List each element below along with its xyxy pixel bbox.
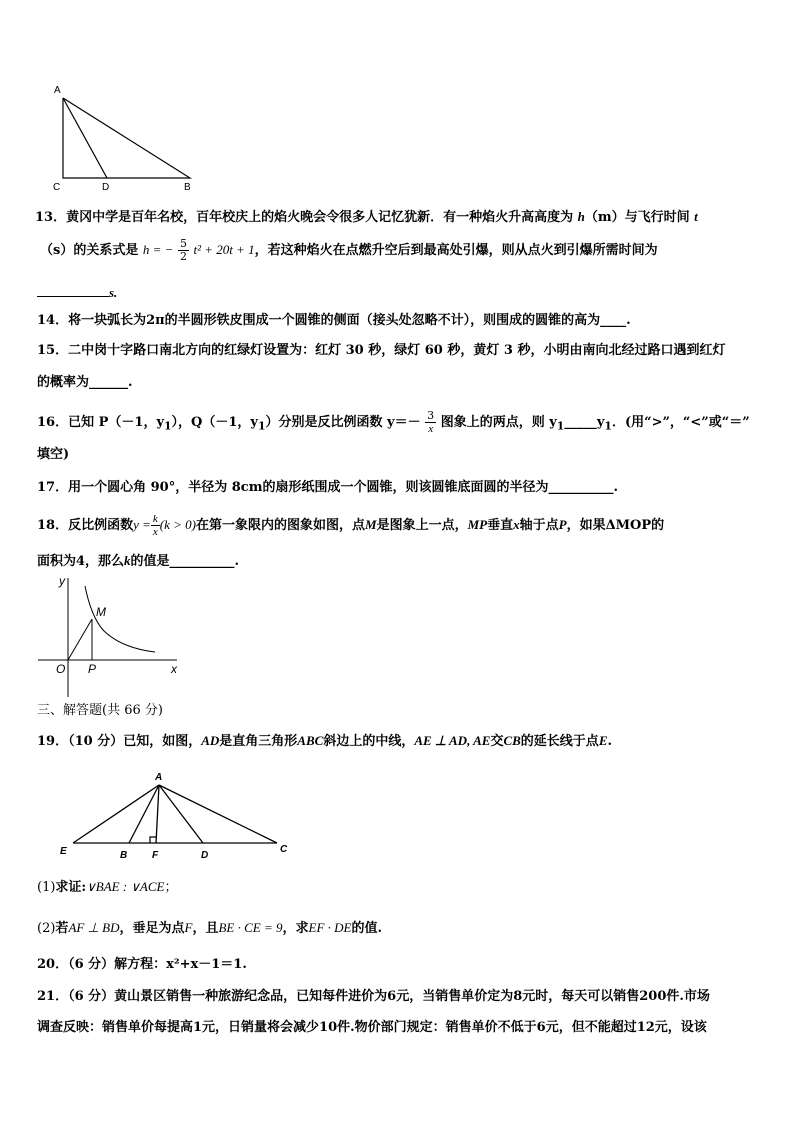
q13-fraction bbox=[178, 238, 189, 263]
q18-text2a: 面积为4，那么 bbox=[37, 554, 125, 569]
q19-abc: ABC bbox=[297, 733, 324, 748]
q14-text: 14．将一块弧长为2π的半圆形铁皮围成一个圆锥的侧面（接头处忽略不计），则围成的圆锥的高为____. bbox=[37, 313, 631, 328]
q13-eq-post: t² + 20t + 1 bbox=[193, 242, 255, 257]
q19-part1-text: 求证: bbox=[55, 880, 87, 895]
right-angle-mark bbox=[150, 837, 156, 843]
q18-part-d: 垂直 bbox=[487, 518, 514, 533]
q19-part2 bbox=[37, 919, 382, 938]
label-c: C bbox=[280, 844, 288, 855]
q19-text bbox=[37, 732, 612, 751]
q18-eq: y = bbox=[133, 517, 151, 532]
q21-line1: 21．（6 分）黄山景区销售一种旅游纪念品，已知每件进价为6元，当销售单价定为8元时，每天可以销售200件.市场 bbox=[37, 989, 710, 1004]
q13-line2 bbox=[40, 238, 658, 263]
label-c: C bbox=[53, 182, 61, 193]
q19-part1-expr: ∨BAE : ∨ACE bbox=[86, 879, 165, 894]
q18-frac-den: x bbox=[152, 526, 158, 538]
q19-cb: CB bbox=[503, 733, 521, 748]
q18-k: k bbox=[124, 553, 131, 568]
q18-part-f: ，如果ΔMOP的 bbox=[566, 518, 665, 533]
q19-part1 bbox=[37, 878, 178, 897]
label-b: B bbox=[184, 182, 191, 193]
q19-part-e: 的延长线于点 bbox=[520, 734, 599, 749]
q13-t: t bbox=[694, 209, 698, 224]
q13-h: h bbox=[577, 209, 585, 224]
label-f: F bbox=[152, 850, 159, 861]
q13-unit: s. bbox=[109, 285, 118, 300]
q18-part-c: 是图象上一点， bbox=[376, 518, 468, 533]
label-a: A bbox=[155, 772, 163, 783]
q18-mp: MP bbox=[467, 517, 488, 532]
q16-sub-1: 1 bbox=[164, 419, 172, 433]
segment-om bbox=[68, 619, 92, 660]
q19-part2-cond1: AF ⊥ BD bbox=[68, 920, 120, 935]
q16-part-f: ．(用“>”，“<”或“＝” bbox=[611, 415, 750, 430]
q18-line2 bbox=[37, 552, 239, 571]
label-m: M bbox=[96, 605, 106, 619]
q13-text1: 黄冈中学是百年名校，百年校庆上的焰火晚会令很多人记忆犹新．有一种焰火升高高度为 bbox=[66, 210, 574, 225]
triangle-abc bbox=[63, 98, 190, 178]
q18-part-e: 轴于点 bbox=[519, 518, 559, 533]
q13-text1b: （m）与飞行时间 bbox=[584, 210, 690, 225]
label-y: y bbox=[59, 574, 65, 588]
q19-part2-a: 若 bbox=[55, 921, 69, 936]
q15-line1: 15．二中岗十字路口南北方向的红绿灯设置为：红灯 30 秒，绿灯 60 秒，黄灯 3 秒，小明由南向北经过路口遇到红灯 bbox=[37, 343, 726, 358]
q16-part-a: 16．已知 P（－1，y bbox=[37, 415, 164, 430]
q13-number: 13． bbox=[35, 210, 67, 225]
q19-part1-end: ； bbox=[164, 880, 178, 895]
q19-part2-d: ，求 bbox=[282, 921, 309, 936]
q19-part2-f: F bbox=[184, 920, 193, 935]
q13-eq-pre: h = − bbox=[142, 242, 174, 257]
label-d: D bbox=[102, 182, 110, 193]
segment-ad bbox=[159, 785, 203, 843]
q18-part-b: 在第一象限内的图象如图，点 bbox=[195, 518, 365, 533]
q18-cond: (k > 0) bbox=[159, 517, 196, 532]
q19-part-f: . bbox=[607, 734, 613, 749]
label-x: x bbox=[171, 662, 177, 676]
q15-line2: 的概率为______. bbox=[37, 375, 133, 390]
segment-ab bbox=[129, 785, 159, 843]
q16-sub-3: 1 bbox=[556, 419, 565, 433]
q19-part-c: 斜边上的中线， bbox=[323, 734, 415, 749]
section-3-title: 三、解答题(共 66 分) bbox=[37, 703, 163, 718]
q16-line2: 填空) bbox=[37, 447, 70, 462]
q18-text2b: 的值是__________. bbox=[130, 554, 240, 569]
q19-part2-b: ，垂足为点 bbox=[119, 921, 185, 936]
q19-ad: AD bbox=[201, 733, 220, 748]
q16-frac-num: 3 bbox=[427, 409, 435, 422]
hyperbola-curve bbox=[85, 586, 155, 652]
q16-frac-den: x bbox=[428, 423, 434, 435]
q19-e: E bbox=[598, 733, 608, 748]
q13-text2b: ，若这种焰火在点燃升空后到最高处引爆，则从点火到引爆所需时间为 bbox=[254, 243, 658, 258]
q19-part1-number: (1) bbox=[37, 880, 56, 895]
q19-cond: AE ⊥ AD, AE bbox=[414, 733, 491, 748]
q16-part-d: 图象上的两点，则 y bbox=[440, 415, 557, 430]
q13-frac-num: 5 bbox=[179, 237, 187, 250]
q13-text2a: （s）的关系式是 bbox=[40, 243, 139, 258]
label-b: B bbox=[120, 850, 128, 861]
label-d: D bbox=[201, 850, 209, 861]
q19-part2-c: ，且 bbox=[192, 921, 219, 936]
q19-figure bbox=[55, 768, 305, 863]
segment-ad bbox=[63, 98, 107, 178]
q18-fraction bbox=[151, 513, 160, 538]
q18-part-a: 18．反比例函数 bbox=[37, 518, 134, 533]
q18-m: M bbox=[365, 517, 377, 532]
q16-part-c: ）分别是反比例函数 y＝－ bbox=[265, 415, 421, 430]
label-e: E bbox=[60, 846, 67, 857]
q16-sub-2: 1 bbox=[257, 419, 266, 433]
q13-answer-blank[interactable] bbox=[37, 282, 109, 297]
q16-line1 bbox=[37, 410, 750, 436]
label-a: A bbox=[54, 85, 61, 96]
q13-line1 bbox=[35, 208, 698, 227]
q20-text: 20．（6 分）解方程：x²+x－1＝1. bbox=[37, 957, 247, 972]
q19-part2-number: (2) bbox=[37, 921, 56, 936]
segment-af bbox=[156, 785, 159, 843]
q19-part2-expr: EF · DE bbox=[308, 920, 352, 935]
q13-line3 bbox=[37, 282, 117, 303]
q16-sub-4: 1 bbox=[604, 419, 612, 433]
q19-part-b: 是直角三角形 bbox=[219, 734, 298, 749]
segment-ae bbox=[73, 785, 159, 843]
triangle-figure bbox=[45, 80, 205, 195]
q21-line2: 调查反映：销售单价每提高1元，日销量将会减少10件.物价部门规定：销售单价不低于6元，但不能超过12元，设该 bbox=[37, 1020, 707, 1035]
q19-part2-e: 的值. bbox=[351, 921, 383, 936]
segment-ac bbox=[159, 785, 277, 843]
q18-line1 bbox=[37, 513, 664, 538]
q18-frac-num: k bbox=[152, 513, 158, 525]
q18-x: x bbox=[513, 517, 520, 532]
q18-p: P bbox=[558, 517, 567, 532]
label-o: O bbox=[56, 662, 66, 676]
q16-fraction bbox=[425, 410, 436, 435]
q16-part-e: _____y bbox=[564, 415, 605, 430]
q19-part2-cond2: BE · CE = 9 bbox=[218, 920, 283, 935]
hyperbola-figure bbox=[35, 572, 185, 702]
label-p: P bbox=[88, 662, 97, 676]
q16-part-b: ），Q（－1，y bbox=[171, 415, 258, 430]
q13-frac-den: 2 bbox=[179, 250, 187, 263]
q19-part-d: 交 bbox=[490, 734, 504, 749]
q19-part-a: 19．（10 分）已知，如图， bbox=[37, 734, 202, 749]
q17-text: 17．用一个圆心角 90°，半径为 8cm的扇形纸围成一个圆锥，则该圆锥底面圆的半径为__________. bbox=[37, 480, 618, 495]
